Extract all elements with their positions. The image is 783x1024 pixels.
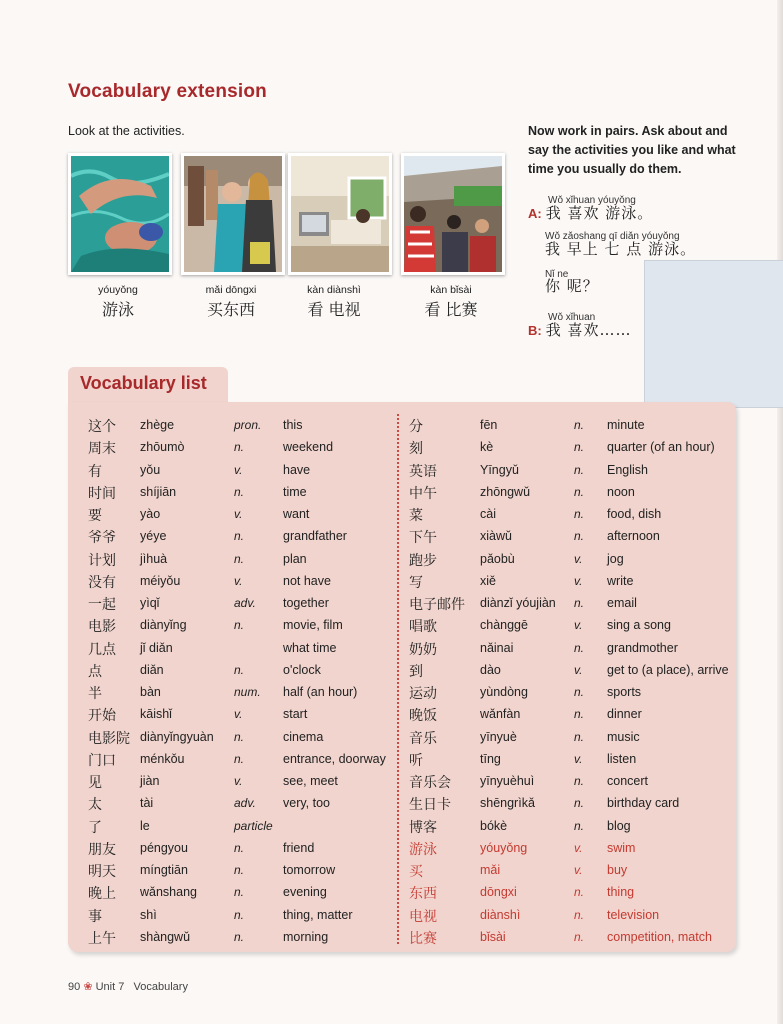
vocab-english: grandfather xyxy=(283,529,347,544)
vocab-pos: v. xyxy=(574,618,583,633)
vocab-pos: n. xyxy=(234,885,245,900)
vocab-pos: n. xyxy=(574,640,585,655)
vocab-english: thing xyxy=(607,885,635,900)
vocab-hanzi: 没有 xyxy=(88,574,116,591)
vocab-hanzi: 买 xyxy=(409,864,423,880)
vocab-pos: n. xyxy=(574,796,585,811)
speaker-a-label: A: xyxy=(528,206,542,221)
vocab-pos: n. xyxy=(574,440,585,455)
page-edge-shadow xyxy=(777,0,783,1024)
vocab-english: jog xyxy=(607,551,624,566)
vocab-hanzi: 听 xyxy=(409,752,423,769)
vocab-pos: n. xyxy=(234,529,245,544)
vocab-hanzi: 生日卡 xyxy=(409,797,451,814)
vocab-english: see, meet xyxy=(283,774,338,788)
vocab-english: half (an hour) xyxy=(283,685,358,699)
vocab-pinyin: wǎnshang xyxy=(140,885,197,900)
vocab-hanzi: 明天 xyxy=(88,864,116,880)
dialogue-line-b: B: 我 喜欢…… xyxy=(528,321,632,339)
vocab-pos: n. xyxy=(234,662,245,677)
vocab-hanzi: 几点 xyxy=(88,641,116,658)
vocab-hanzi: 菜 xyxy=(409,508,423,524)
vocab-hanzi: 比赛 xyxy=(409,930,437,947)
vocab-english: very, too xyxy=(283,796,331,811)
vocab-pinyin: jìhuà xyxy=(140,551,168,566)
vocab-pos: v. xyxy=(574,662,583,677)
vocab-english: have xyxy=(283,462,311,477)
vocab-hanzi: 电子邮件 xyxy=(409,597,465,613)
activity-hanzi: 看 比赛 xyxy=(424,300,478,319)
vocab-hanzi: 朋友 xyxy=(88,841,116,858)
vocab-pinyin: yīnyuè xyxy=(480,729,517,744)
vocab-pinyin: kāishǐ xyxy=(140,707,172,722)
vocab-pinyin: diànyǐng xyxy=(140,618,187,633)
vocab-hanzi: 了 xyxy=(88,819,102,836)
watching-tv-photo xyxy=(288,153,392,275)
vocab-pos: n. xyxy=(574,484,585,499)
vocab-english: sports xyxy=(607,685,642,699)
vocab-pinyin: diànyǐngyuàn xyxy=(140,729,214,744)
vocab-pinyin: jiàn xyxy=(140,774,160,788)
vocab-pos: v. xyxy=(574,863,583,877)
vocab-pos: adv. xyxy=(234,596,256,610)
vocab-hanzi: 周末 xyxy=(88,441,116,458)
vocab-hanzi: 奶奶 xyxy=(409,641,437,658)
vocab-pos: v. xyxy=(234,507,243,521)
vocab-english: email xyxy=(607,596,637,610)
vocab-hanzi: 半 xyxy=(88,686,102,702)
vocab-pinyin: shíjiān xyxy=(140,484,177,499)
activity-hanzi: 看 电视 xyxy=(307,300,361,319)
activity-match xyxy=(401,284,501,320)
vocab-pos: n. xyxy=(234,929,245,944)
vocab-hanzi: 爷爷 xyxy=(88,530,116,547)
vocab-hanzi: 计划 xyxy=(88,552,116,569)
vocabulary-extension-title: Vocabulary extension xyxy=(68,81,267,102)
vocab-pos: n. xyxy=(234,840,245,855)
vocab-english: tomorrow xyxy=(283,863,336,877)
vocab-pinyin: shì xyxy=(140,907,157,922)
flower-icon: ❀ xyxy=(83,981,93,993)
vocab-english: buy xyxy=(607,863,628,877)
vocab-pinyin: yǒu xyxy=(140,462,161,477)
vocab-pos: n. xyxy=(574,774,585,788)
vocab-pinyin: xiě xyxy=(480,573,496,588)
vocab-english: o'clock xyxy=(283,662,321,677)
vocab-pos: v. xyxy=(574,751,583,766)
vocab-pos: n. xyxy=(574,418,585,432)
vocab-hanzi: 分 xyxy=(409,419,423,435)
vocab-pos: n. xyxy=(574,507,585,521)
section-label: Vocabulary xyxy=(133,981,188,993)
vocab-pinyin: ménkǒu xyxy=(140,751,185,766)
vocab-hanzi: 事 xyxy=(88,908,102,925)
vocab-pinyin: le xyxy=(140,818,150,833)
vocab-pos: v. xyxy=(574,551,583,566)
vocab-hanzi: 音乐会 xyxy=(409,775,451,791)
vocab-pinyin: zhōumò xyxy=(140,440,185,455)
vocab-hanzi: 博客 xyxy=(409,819,437,836)
vocab-hanzi: 唱歌 xyxy=(409,619,437,636)
vocab-english: movie, film xyxy=(283,618,343,633)
vocab-pinyin: fēn xyxy=(480,418,498,432)
vocab-pinyin: nǎinai xyxy=(480,640,514,655)
vocab-hanzi: 游泳 xyxy=(409,841,437,858)
vocab-pinyin: mǎi xyxy=(480,863,501,877)
vocab-english: English xyxy=(607,462,648,477)
vocab-hanzi: 中午 xyxy=(409,485,437,502)
vocab-pos: v. xyxy=(234,573,243,588)
vocab-hanzi: 门口 xyxy=(88,752,116,769)
vocab-english: together xyxy=(283,596,329,610)
vocab-pos: n. xyxy=(234,618,245,633)
activity-pinyin: kàn diànshì xyxy=(307,284,361,296)
vocab-english: noon xyxy=(607,484,635,499)
vocab-english: minute xyxy=(607,418,645,432)
vocab-english: competition, match xyxy=(607,929,712,944)
vocab-english: quarter (of an hour) xyxy=(607,440,715,455)
unit-label: Unit 7 xyxy=(95,981,125,993)
vocab-pinyin: bókè xyxy=(480,818,508,833)
vocab-english: want xyxy=(283,507,310,521)
vocab-hanzi: 刻 xyxy=(409,441,423,458)
vocab-pinyin: wǎnfàn xyxy=(480,707,521,722)
vocab-pinyin: míngtiān xyxy=(140,863,188,877)
vocab-pos: adv. xyxy=(234,796,256,811)
activity-tv xyxy=(284,284,384,320)
instruction-right: Now work in pairs. Ask about and say the activities you like and what time you usually do them. xyxy=(528,124,736,176)
vocab-pinyin: zhège xyxy=(140,418,175,432)
vocab-hanzi: 东西 xyxy=(409,886,437,903)
vocab-english: television xyxy=(607,907,660,922)
vocab-pos: n. xyxy=(574,707,585,722)
vocab-pos: n. xyxy=(234,729,245,744)
vocab-english: blog xyxy=(607,818,631,833)
vocab-hanzi: 英语 xyxy=(409,463,437,480)
vocab-english: music xyxy=(607,729,640,744)
vocab-hanzi: 晚饭 xyxy=(409,708,437,725)
vocab-hanzi: 电影院 xyxy=(88,730,130,747)
vocab-pos: n. xyxy=(234,863,245,877)
vocab-english: grandmother xyxy=(607,640,678,655)
vocab-pinyin: kè xyxy=(480,440,494,455)
vocab-pos: n. xyxy=(234,551,245,566)
vocab-pinyin: diǎn xyxy=(140,662,164,677)
vocab-pinyin: chànggē xyxy=(480,618,528,633)
vocab-pinyin: dōngxi xyxy=(480,885,517,900)
vocab-pos: n. xyxy=(574,818,585,833)
vocab-english: time xyxy=(283,484,307,499)
dialogue-pinyin-4: Wǒ xǐhuan xyxy=(548,312,596,323)
vocab-pos: v. xyxy=(574,840,583,855)
swimming-photo xyxy=(68,153,172,275)
vocab-hanzi: 晚上 xyxy=(88,886,116,903)
vocab-pinyin: diànshì xyxy=(480,907,521,922)
activity-pinyin: mǎi dōngxi xyxy=(205,284,257,296)
vocab-english: what time xyxy=(283,640,337,655)
vocab-hanzi: 见 xyxy=(88,775,102,791)
blank-overlay-box xyxy=(644,260,783,408)
vocab-hanzi: 电影 xyxy=(88,619,116,636)
page-footer xyxy=(68,980,188,993)
vocab-pos: n. xyxy=(234,440,245,455)
vocab-pinyin: yéye xyxy=(140,529,167,544)
activity-hanzi: 买东西 xyxy=(206,300,255,319)
vocab-pos: pron. xyxy=(234,418,262,432)
vocab-pos: v. xyxy=(234,774,243,788)
vocab-pos: n. xyxy=(574,885,585,900)
activity-pinyin: yóuyǒng xyxy=(98,284,138,296)
vocab-pinyin: zhōngwǔ xyxy=(480,484,531,499)
dialogue-line-a3: 你 呢？ xyxy=(545,277,599,295)
vocab-pinyin: cài xyxy=(480,507,496,521)
vocab-pinyin: jǐ diǎn xyxy=(140,640,173,655)
vocab-english: sing a song xyxy=(607,618,671,633)
vocab-english: morning xyxy=(283,929,329,944)
vocab-pos: n. xyxy=(574,907,585,922)
vocab-english: listen xyxy=(607,751,637,766)
vocab-pinyin: dào xyxy=(480,662,501,677)
vocab-pinyin: péngyou xyxy=(140,840,188,855)
vocab-pos: n. xyxy=(234,484,245,499)
vocab-english: food, dish xyxy=(607,507,662,521)
vocab-hanzi: 有 xyxy=(88,463,102,480)
vocab-pos: v. xyxy=(574,573,583,588)
vocab-english: plan xyxy=(283,551,307,566)
vocab-hanzi: 一起 xyxy=(88,597,116,613)
vocab-hanzi: 点 xyxy=(88,663,102,680)
vocab-pinyin: xiàwǔ xyxy=(480,529,512,544)
dialogue-line-a2: 我 早上 七 点 游泳。 xyxy=(545,240,697,258)
vocab-pos: n. xyxy=(234,751,245,766)
vocab-hanzi: 上午 xyxy=(88,930,116,947)
vocab-english: evening xyxy=(283,885,327,900)
vocab-english: this xyxy=(283,418,303,432)
vocab-pos: n. xyxy=(574,729,585,744)
instruction-left: Look at the activities. xyxy=(68,124,185,138)
column-divider xyxy=(397,414,399,944)
vocab-list-title: Vocabulary list xyxy=(80,373,207,393)
vocab-pinyin: yào xyxy=(140,507,161,521)
vocab-english: dinner xyxy=(607,707,642,722)
vocab-pinyin: tīng xyxy=(480,751,501,766)
activity-pinyin: kàn bǐsài xyxy=(430,284,472,296)
vocab-hanzi: 音乐 xyxy=(409,730,437,747)
vocab-pos: n. xyxy=(574,685,585,699)
vocab-pos: v. xyxy=(234,707,243,722)
vocab-english: swim xyxy=(607,840,636,855)
vocab-pinyin: bàn xyxy=(140,685,161,699)
activity-hanzi: 游泳 xyxy=(101,300,134,319)
vocab-hanzi: 跑步 xyxy=(409,552,437,569)
vocab-hanzi: 这个 xyxy=(88,419,116,435)
vocab-pos: n. xyxy=(574,596,585,610)
dialogue-line-a1: A: 我 喜欢 游泳。 xyxy=(528,204,654,222)
speaker-b-label: B: xyxy=(528,323,542,338)
vocab-hanzi: 运动 xyxy=(409,686,437,702)
vocab-pinyin: diànzǐ yóujiàn xyxy=(480,596,556,610)
vocab-english: birthday card xyxy=(607,796,680,811)
vocab-pos: n. xyxy=(234,907,245,922)
vocab-english: weekend xyxy=(283,440,334,455)
vocab-english: not have xyxy=(283,573,331,588)
vocab-hanzi: 到 xyxy=(409,663,423,680)
vocab-hanzi: 下午 xyxy=(409,530,437,547)
vocab-pos: n. xyxy=(574,529,585,544)
vocab-pos: particle xyxy=(234,818,273,833)
vocab-hanzi: 开始 xyxy=(88,708,116,725)
vocab-english: cinema xyxy=(283,729,324,744)
dialogue-pinyin-1: Wǒ xǐhuan yóuyǒng xyxy=(548,195,636,206)
vocab-hanzi: 电视 xyxy=(409,908,437,925)
dialogue-pinyin-2: Wǒ zǎoshang qī diǎn yóuyǒng xyxy=(545,231,680,242)
vocab-pinyin: shàngwǔ xyxy=(140,929,191,944)
vocab-english: write xyxy=(607,573,634,588)
vocab-hanzi: 太 xyxy=(88,797,102,814)
activity-shop xyxy=(181,284,281,320)
vocab-pos: v. xyxy=(234,462,243,477)
vocab-pinyin: yīnyuèhuì xyxy=(480,774,535,788)
vocab-pinyin: tài xyxy=(140,796,154,811)
vocab-pinyin: méiyǒu xyxy=(140,573,181,588)
vocab-pinyin: bǐsài xyxy=(480,929,506,944)
vocab-pos: num. xyxy=(234,685,261,699)
vocab-pinyin: Yīngyǔ xyxy=(480,462,519,477)
vocab-english: concert xyxy=(607,774,648,788)
vocab-english: friend xyxy=(283,840,315,855)
vocab-hanzi: 时间 xyxy=(88,485,116,502)
vocab-pinyin: yùndòng xyxy=(480,685,528,699)
vocab-english: get to (a place), arrive xyxy=(607,662,729,677)
vocab-pinyin: pǎobù xyxy=(480,551,515,566)
dialogue-pinyin-3: Nǐ ne xyxy=(545,269,569,280)
page-number: 90 xyxy=(68,981,81,993)
vocab-english: start xyxy=(283,707,308,722)
vocab-pinyin: yóuyǒng xyxy=(480,840,528,855)
vocab-english: thing, matter xyxy=(283,907,353,922)
vocab-pos: n. xyxy=(574,462,585,477)
vocab-hanzi: 写 xyxy=(409,574,423,591)
vocab-hanzi: 要 xyxy=(88,508,102,524)
vocab-pinyin: shēngrìkǎ xyxy=(480,796,535,811)
vocab-pos: n. xyxy=(574,929,585,944)
activity-swim xyxy=(68,284,168,320)
shopping-photo xyxy=(181,153,285,275)
watching-match-photo xyxy=(401,153,505,275)
vocab-pinyin: yìqǐ xyxy=(140,596,160,610)
vocab-english: entrance, doorway xyxy=(283,751,386,766)
vocab-english: afternoon xyxy=(607,529,660,544)
